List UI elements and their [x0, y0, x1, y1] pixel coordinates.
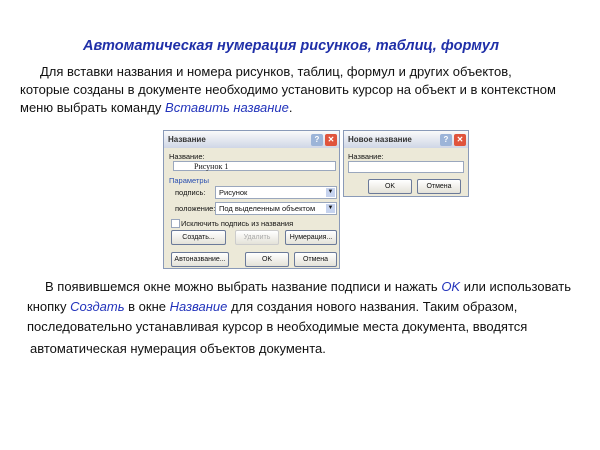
name-ref: Название: [169, 299, 228, 314]
ok-ref: OK: [441, 279, 461, 294]
dialog-title: Название: [168, 135, 206, 144]
para2-line3: последовательно устанавливая курсор в необходимые места документа, вводятся: [27, 319, 528, 334]
caption-label: подпись:: [175, 188, 206, 197]
cancel-button[interactable]: Отмена: [417, 179, 461, 194]
page-title: Автоматическая нумерация рисунков, таблиц, формул: [83, 38, 500, 54]
chevron-down-icon: ▼: [327, 205, 334, 211]
text: меню выбрать команду: [20, 100, 166, 115]
text: в окне: [124, 299, 170, 314]
caption-select[interactable]: [215, 186, 337, 199]
para1-line2: которые созданы в документе необходимо установить курсор на объект и в контекстном: [20, 82, 556, 97]
titlebar: [164, 131, 339, 148]
exclude-checkbox[interactable]: [171, 219, 180, 228]
position-label: положение:: [175, 204, 216, 213]
name-label: Название:: [348, 152, 384, 161]
caption-value: Рисунок: [219, 188, 248, 197]
text: В появившемся окне можно выбрать название подписи и нажать: [45, 279, 442, 294]
text: кнопку: [27, 299, 71, 314]
text: .: [288, 100, 293, 115]
cancel-button[interactable]: Отмена: [294, 252, 337, 267]
text: или использовать: [460, 279, 572, 294]
para2-line2: [27, 299, 517, 314]
exclude-label: Исключить подпись из названия: [181, 219, 294, 228]
help-icon[interactable]: ?: [440, 134, 452, 146]
chevron-down-icon: ▼: [327, 189, 334, 195]
dialog-title: Новое название: [348, 135, 412, 144]
para2-line4: автоматическая нумерация объектов документа.: [30, 341, 326, 356]
para1-line3: [20, 100, 293, 115]
autocaption-button[interactable]: Автоназвание...: [171, 252, 229, 267]
close-icon[interactable]: ✕: [454, 134, 466, 146]
titlebar: [344, 131, 468, 148]
delete-button[interactable]: Удалить: [235, 230, 279, 245]
name-input[interactable]: [348, 161, 464, 173]
name-label: Название:: [169, 152, 205, 161]
create-button[interactable]: Создать...: [171, 230, 226, 245]
ok-button[interactable]: OK: [368, 179, 412, 194]
help-icon[interactable]: ?: [311, 134, 323, 146]
para2-line1: [45, 279, 571, 294]
numbering-button[interactable]: Нумерация...: [285, 230, 337, 245]
position-select[interactable]: [215, 202, 337, 215]
caption-dialog: [163, 130, 340, 269]
text: для создания нового названия. Таким образом,: [227, 299, 518, 314]
create-ref: Создать: [70, 299, 125, 314]
position-value: Под выделенным объектом: [219, 204, 316, 213]
ok-button[interactable]: OK: [245, 252, 289, 267]
params-label: Параметры: [169, 176, 209, 185]
close-icon[interactable]: ✕: [325, 134, 337, 146]
insert-caption-link: Вставить название: [165, 100, 289, 115]
new-caption-dialog: [343, 130, 469, 197]
name-input[interactable]: Рисунок 1: [173, 161, 336, 171]
para1-line1: Для вставки названия и номера рисунков, таблиц, формул и других объектов,: [40, 64, 512, 79]
